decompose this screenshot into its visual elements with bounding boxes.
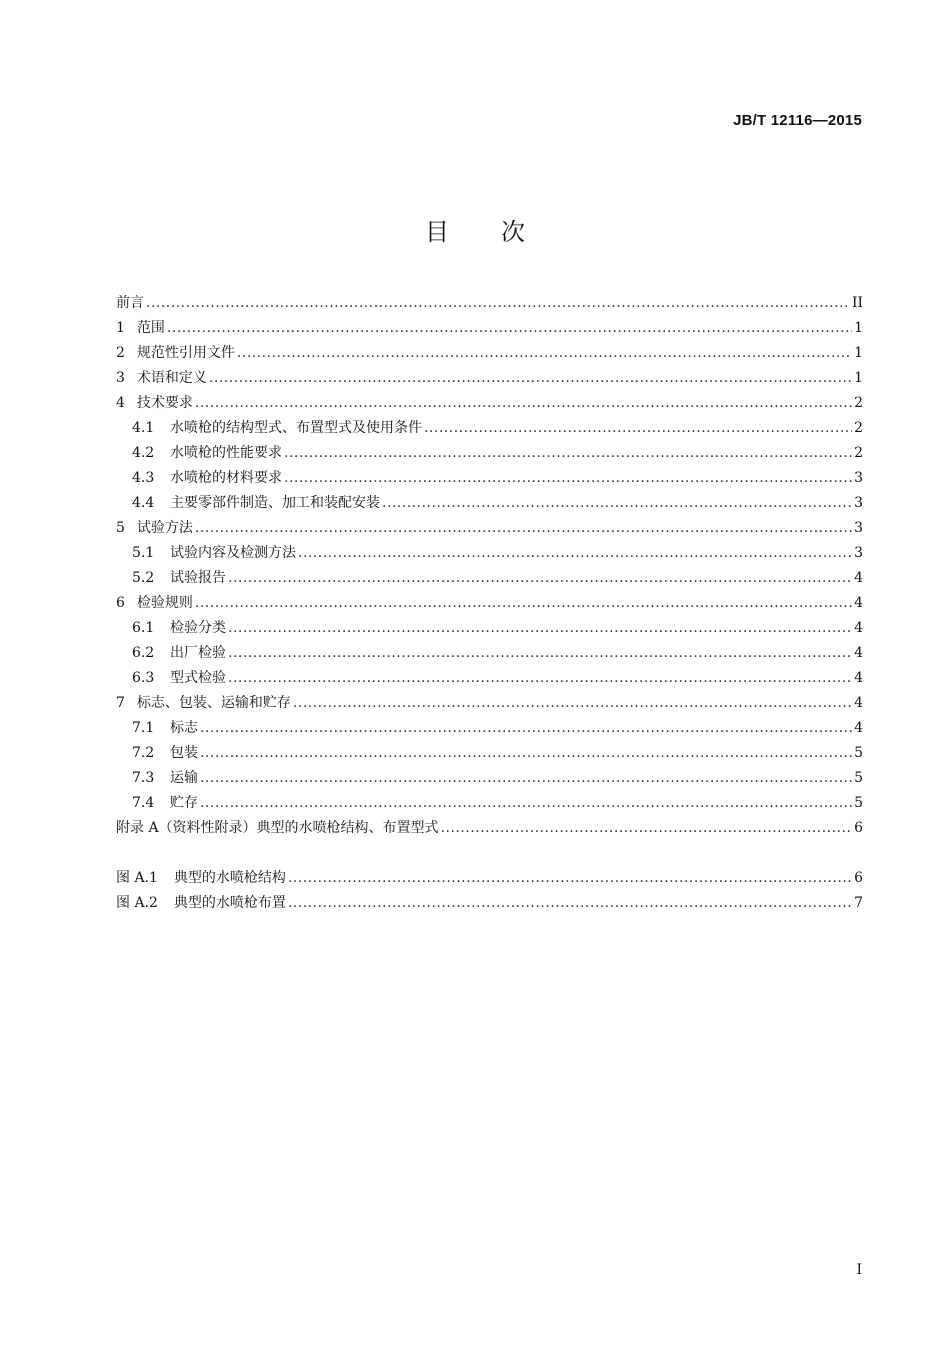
toc-leader — [284, 466, 852, 491]
toc-entry-4-2[interactable] — [116, 441, 863, 466]
toc-entry-text: 出厂检验 — [170, 645, 226, 661]
toc-entry-page: 6 — [854, 820, 863, 836]
toc-leader — [167, 316, 852, 341]
toc-leader — [195, 516, 852, 541]
toc-entry-page: 4 — [854, 670, 863, 686]
toc-entry-text: 规范性引用文件 — [136, 345, 235, 361]
toc-leader — [228, 641, 852, 666]
toc-entry-4-4[interactable] — [116, 491, 863, 516]
toc-leader — [200, 766, 852, 791]
toc-entry-number: 7.1 — [132, 720, 155, 736]
toc-leader — [424, 416, 852, 441]
toc-entry-text: 水喷枪的结构型式、布置型式及使用条件 — [170, 420, 422, 436]
toc-entry-page: 4 — [854, 720, 863, 736]
toc-entry-7[interactable] — [116, 691, 863, 716]
toc-leader — [195, 391, 852, 416]
toc-entry-page: 5 — [854, 745, 863, 761]
toc-entry-page: 5 — [854, 770, 863, 786]
toc-entry-6-1[interactable] — [116, 616, 863, 641]
toc-entry-text: 试验方法 — [136, 520, 193, 536]
toc-entry-page: 2 — [854, 445, 863, 461]
toc-entry-4[interactable] — [116, 391, 863, 416]
toc-entry-page: 2 — [854, 420, 863, 436]
toc-entry-number: 5.2 — [132, 570, 155, 586]
toc-leader — [209, 366, 852, 391]
toc-entry-text: 标志、包装、运输和贮存 — [136, 695, 291, 711]
toc-entry-number: 图 A.2 — [116, 895, 158, 911]
toc-entry-5-2[interactable] — [116, 566, 863, 591]
toc-leader — [228, 616, 852, 641]
toc-entry-text: 附录 A（资料性附录）典型的水喷枪结构、布置型式 — [116, 820, 439, 836]
toc-entry-number: 6.3 — [132, 670, 155, 686]
toc-leader — [200, 791, 852, 816]
toc-entry-page: 4 — [854, 570, 863, 586]
toc-entry-2[interactable] — [116, 341, 863, 366]
toc-entry-number: 3 — [116, 370, 125, 386]
toc-leader — [441, 816, 853, 841]
toc-entry-6[interactable] — [116, 591, 863, 616]
toc-entry-page: 5 — [854, 795, 863, 811]
toc-entry-text: 检验规则 — [136, 595, 193, 611]
toc-leader — [293, 691, 852, 716]
toc-entry-number: 7 — [116, 695, 125, 711]
document-code: JB/T 12116—2015 — [733, 112, 862, 129]
toc-entry-text: 典型的水喷枪结构 — [173, 870, 286, 886]
toc-entry-1[interactable] — [116, 316, 863, 341]
toc-entry-foreword[interactable] — [116, 291, 863, 316]
toc-entry-text: 型式检验 — [170, 670, 226, 686]
toc-entry-text: 试验内容及检测方法 — [170, 545, 296, 561]
toc-entry-text: 水喷枪的性能要求 — [170, 445, 282, 461]
toc-leader — [382, 491, 852, 516]
toc-leader — [288, 891, 852, 916]
toc-entry-number: 7.4 — [132, 795, 155, 811]
toc-entry-page: 3 — [854, 495, 863, 511]
toc-entry-number: 图 A.1 — [116, 870, 158, 886]
toc-entry-number: 6.2 — [132, 645, 155, 661]
toc-title — [0, 212, 950, 247]
toc-title-part1: 目 — [425, 218, 449, 246]
toc-entry-text: 标志 — [170, 720, 198, 736]
toc-leader — [200, 716, 852, 741]
toc-entry-text: 范围 — [136, 320, 165, 336]
toc-entry-appendix-a[interactable] — [116, 816, 863, 841]
toc-entry-page: 3 — [854, 545, 863, 561]
toc-leader — [237, 341, 852, 366]
toc-entry-page: 1 — [854, 370, 863, 386]
toc-entry-number: 6 — [116, 595, 125, 611]
toc-entry-5[interactable] — [116, 516, 863, 541]
toc-entry-page: 3 — [854, 520, 863, 536]
toc-entry-number: 4.4 — [132, 495, 155, 511]
toc-entry-page: 4 — [854, 595, 863, 611]
toc-entry-page: 6 — [854, 870, 863, 886]
toc-entry-text: 典型的水喷枪布置 — [173, 895, 286, 911]
toc-entry-page: 4 — [854, 620, 863, 636]
toc-leader — [228, 666, 852, 691]
toc-entry-7-3[interactable] — [116, 766, 863, 791]
toc-leader — [228, 566, 852, 591]
toc-entry-page: 4 — [854, 695, 863, 711]
toc-leader — [200, 741, 852, 766]
toc-list — [116, 291, 863, 916]
toc-entry-text: 术语和定义 — [136, 370, 207, 386]
toc-entry-page: 4 — [854, 645, 863, 661]
toc-entry-page: 3 — [854, 470, 863, 486]
toc-entry-7-4[interactable] — [116, 791, 863, 816]
toc-entry-number: 2 — [116, 345, 125, 361]
toc-leader — [195, 591, 852, 616]
toc-entry-page: 1 — [854, 320, 863, 336]
toc-entry-number: 7.3 — [132, 770, 155, 786]
toc-entry-figure-a2[interactable] — [116, 891, 863, 916]
toc-entry-page: 1 — [854, 345, 863, 361]
toc-entry-number: 4.3 — [132, 470, 155, 486]
toc-entry-4-1[interactable] — [116, 416, 863, 441]
toc-entry-figure-a1[interactable] — [116, 866, 863, 891]
toc-entry-text: 试验报告 — [170, 570, 226, 586]
toc-entry-text: 包装 — [170, 745, 198, 761]
toc-entry-text: 贮存 — [170, 795, 198, 811]
toc-entry-page: 7 — [854, 895, 863, 911]
toc-entry-text: 水喷枪的材料要求 — [170, 470, 282, 486]
toc-entry-number: 4 — [116, 395, 125, 411]
toc-entry-page: II — [851, 295, 863, 311]
toc-entry-text: 运输 — [170, 770, 198, 786]
page-number: I — [856, 1262, 862, 1278]
toc-entry-6-2[interactable] — [116, 641, 863, 666]
toc-entry-4-3[interactable] — [116, 466, 863, 491]
toc-entry-number: 4.1 — [132, 420, 155, 436]
toc-entry-text: 检验分类 — [170, 620, 226, 636]
toc-entry-7-1[interactable] — [116, 716, 863, 741]
toc-entry-text: 技术要求 — [136, 395, 193, 411]
toc-entry-6-3[interactable] — [116, 666, 863, 691]
toc-entry-number: 4.2 — [132, 445, 155, 461]
toc-title-part2: 次 — [501, 218, 525, 246]
toc-leader — [288, 866, 852, 891]
toc-entry-text: 前言 — [116, 295, 144, 311]
toc-leader — [298, 541, 852, 566]
toc-leader — [146, 291, 850, 316]
toc-entry-text: 主要零部件制造、加工和装配安装 — [170, 495, 380, 511]
toc-entry-3[interactable] — [116, 366, 863, 391]
toc-entry-number: 5 — [116, 520, 125, 536]
toc-entry-number: 7.2 — [132, 745, 155, 761]
toc-entry-7-2[interactable] — [116, 741, 863, 766]
toc-entry-number: 5.1 — [132, 545, 155, 561]
toc-entry-page: 2 — [854, 395, 863, 411]
toc-entry-number: 6.1 — [132, 620, 155, 636]
toc-leader — [284, 441, 852, 466]
toc-entry-5-1[interactable] — [116, 541, 863, 566]
toc-entry-number: 1 — [116, 320, 125, 336]
